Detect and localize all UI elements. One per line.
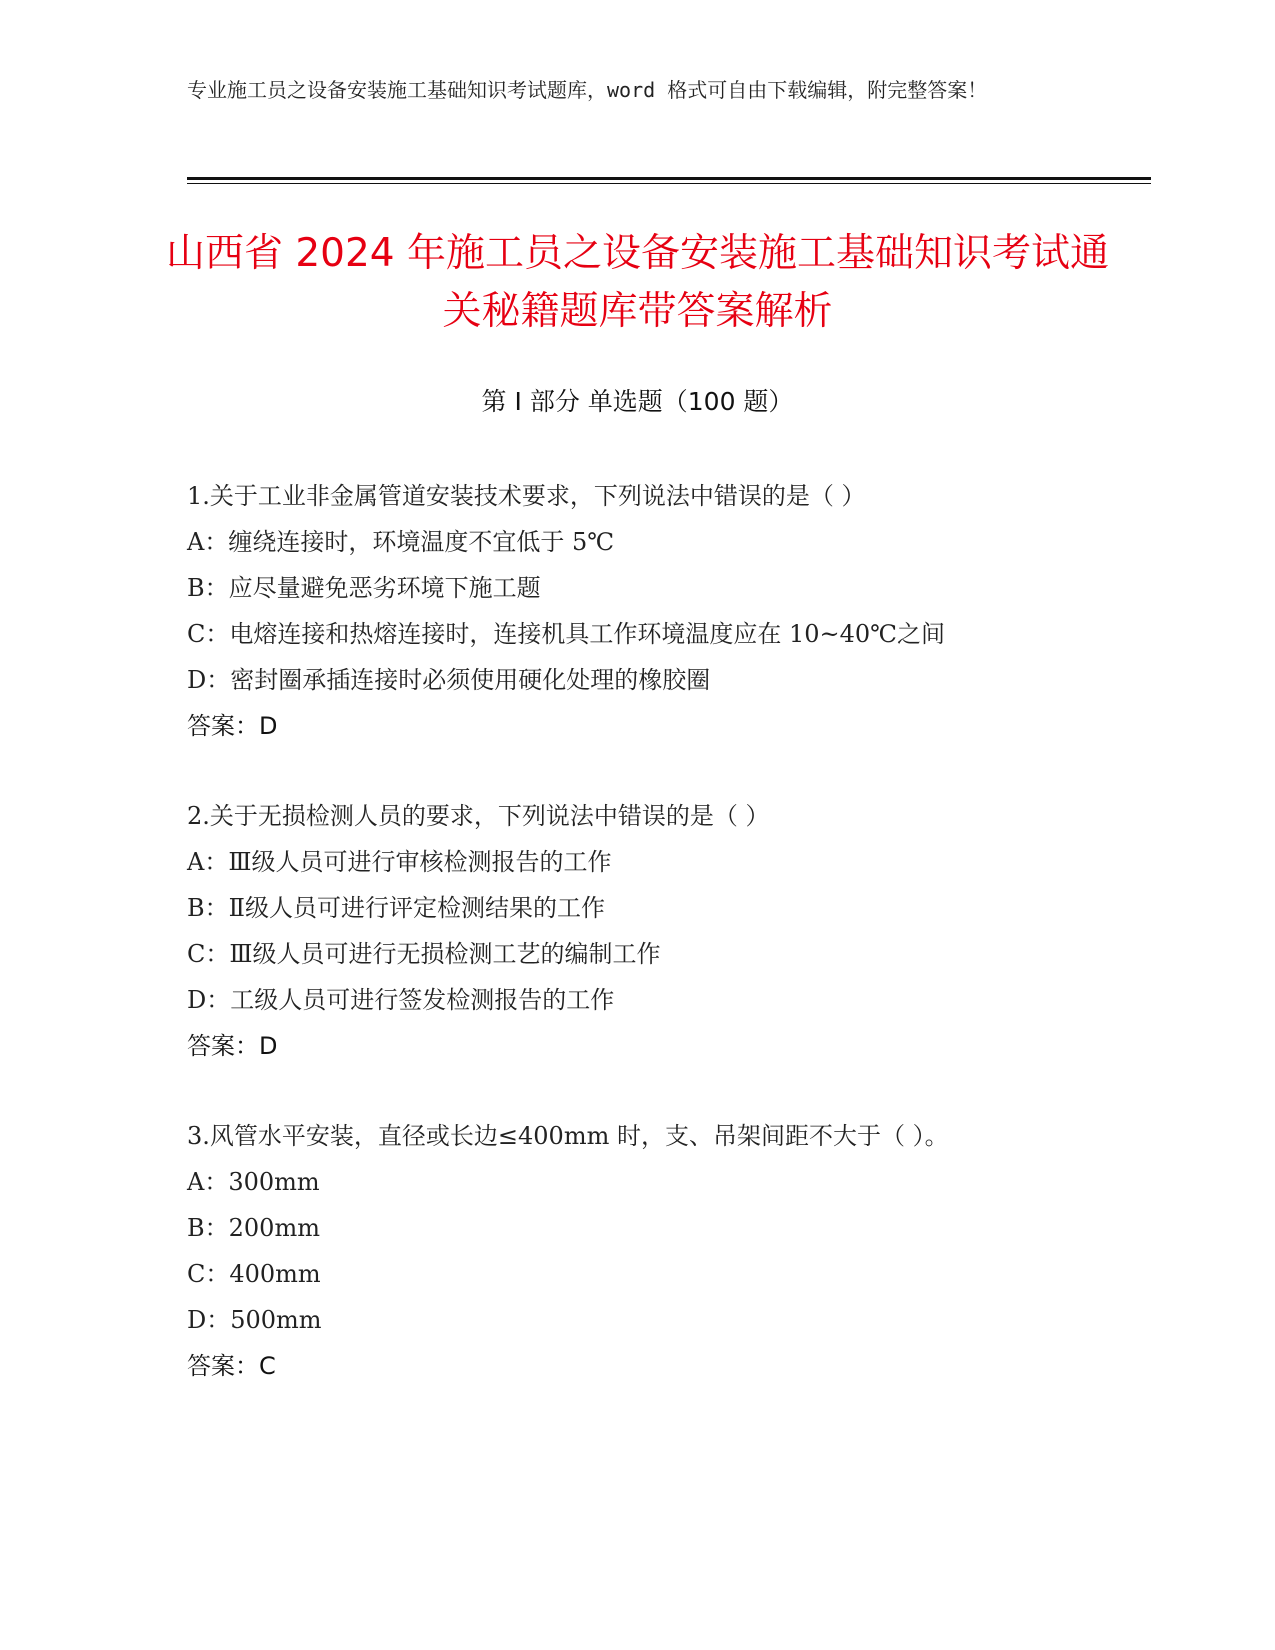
option-d: D：工级人员可进行签发检测报告的工作 bbox=[187, 986, 615, 1014]
option-a: A：Ⅲ级人员可进行审核检测报告的工作 bbox=[187, 848, 612, 876]
section-heading: 第 I 部分 单选题（100 题） bbox=[481, 387, 794, 416]
option-c: C：400mm bbox=[187, 1260, 321, 1288]
question-stem: 3.风管水平安装，直径或长边≤400mm 时，支、吊架间距不大于（ ）。 bbox=[187, 1122, 949, 1150]
header-note: 专业施工员之设备安装施工基础知识考试题库，word 格式可自由下载编辑，附完整答案！ bbox=[187, 78, 988, 102]
option-d: D：密封圈承插连接时必须使用硬化处理的橡胶圈 bbox=[187, 666, 711, 694]
option-a: A：300mm bbox=[187, 1168, 320, 1196]
question-3 bbox=[187, 1113, 1087, 1389]
question-stem: 2.关于无损检测人员的要求，下列说法中错误的是（ ） bbox=[187, 802, 770, 830]
option-b: B：Ⅱ级人员可进行评定检测结果的工作 bbox=[187, 894, 605, 922]
option-b: B：应尽量避免恶劣环境下施工题 bbox=[187, 574, 541, 602]
option-d: D：500mm bbox=[187, 1306, 322, 1334]
header-divider-thin bbox=[187, 183, 1151, 184]
option-c: C：电熔连接和热熔连接时，连接机具工作环境温度应在 10~40℃之间 bbox=[187, 620, 946, 648]
answer: 答案：C bbox=[187, 1352, 276, 1380]
option-a: A：缠绕连接时，环境温度不宜低于 5℃ bbox=[187, 528, 615, 556]
question-1 bbox=[187, 473, 1087, 749]
option-c: C：Ⅲ级人员可进行无损检测工艺的编制工作 bbox=[187, 940, 661, 968]
header-divider-thick bbox=[187, 177, 1151, 180]
question-2 bbox=[187, 793, 1087, 1069]
question-stem: 1.关于工业非金属管道安装技术要求，下列说法中错误的是（ ） bbox=[187, 482, 866, 510]
option-b: B：200mm bbox=[187, 1214, 320, 1242]
answer: 答案：D bbox=[187, 1032, 278, 1060]
answer: 答案：D bbox=[187, 712, 278, 740]
document-title: 山西省 2024 年施工员之设备安装施工基础知识考试通关秘籍题库带答案解析 bbox=[165, 231, 1110, 334]
